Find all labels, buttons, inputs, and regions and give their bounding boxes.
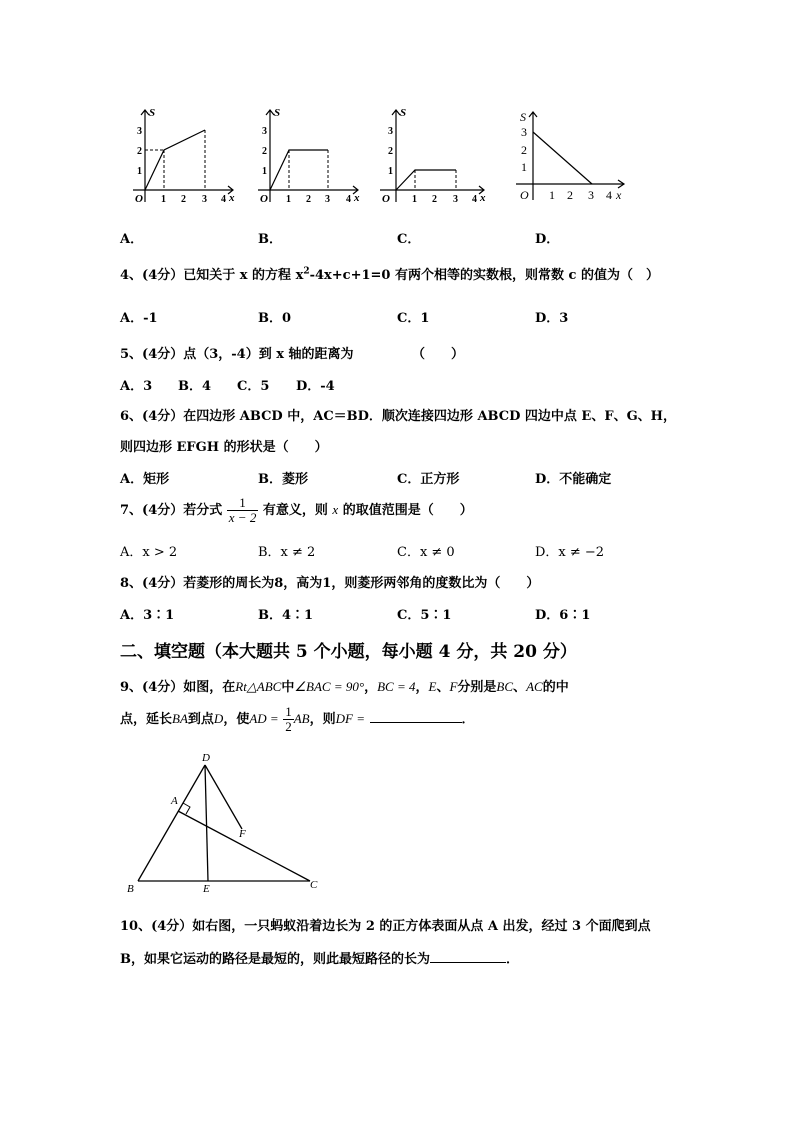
option-a[interactable]: A．3∶1 <box>120 608 175 623</box>
x-tick: 3 <box>453 194 458 205</box>
section-heading: 二、填空题（本大题共 5 个小题，每小题 4 分，共 20 分） <box>120 642 577 662</box>
point-label-f: F <box>239 828 246 840</box>
y-tick: 2 <box>388 146 393 157</box>
x-tick: 3 <box>202 194 207 205</box>
x-tick: 1 <box>286 194 291 205</box>
x-tick: 2 <box>567 188 573 202</box>
question-6-line-1: 6、(4分）在四边形 ABCD 中，AC＝BD．顺次连接四边形 ABCD 四边中点 E、F、G、H， <box>120 409 676 424</box>
x-axis-label: x <box>616 188 622 202</box>
q9-text: 9、(4分）如图，在 <box>120 680 236 695</box>
question-10-line-2 <box>120 948 519 967</box>
q7-stem-mid: 有意义，则 <box>262 503 328 518</box>
option-a[interactable]: A．x > 2 <box>120 545 178 560</box>
q9-text: 中 <box>281 680 295 695</box>
option-b[interactable]: B．4∶1 <box>258 608 314 623</box>
option-a[interactable]: A．3 <box>120 379 153 394</box>
option-d[interactable]: D．6∶1 <box>535 608 591 623</box>
q3-graph-b <box>250 104 368 206</box>
option-c[interactable]: C．5 <box>237 379 270 394</box>
option-a[interactable]: A．矩形 <box>120 472 170 487</box>
y-tick: 1 <box>137 166 142 177</box>
q7-fraction <box>227 496 259 525</box>
point-label-e: E <box>203 883 210 895</box>
q9-text: ，则 <box>309 712 336 727</box>
option-b[interactable]: B．菱形 <box>258 472 308 487</box>
q9-math: BC = 4 <box>377 679 416 694</box>
x-axis-label: x <box>480 192 486 204</box>
q9-math: Rt△ABC <box>235 679 282 694</box>
q7-stem-post: 的取值范围是（ ） <box>342 503 473 518</box>
x-tick: 4 <box>606 188 612 202</box>
question-6-line-2: 则四边形 EFGH 的形状是（ ） <box>120 440 328 455</box>
question-10-line-1: 10、(4分）如右图，一只蚂蚁沿着边长为 2 的正方体表面从点 A 出发，经过 3 个面爬到点 <box>120 919 651 934</box>
q7-variable: x <box>332 502 339 517</box>
q9-text: 、 <box>513 680 527 695</box>
option-b[interactable]: B．x ≠ 2 <box>258 545 316 560</box>
question-5-stem: 5、(4分）点（3，-4）到 x 轴的距离为 （ ） <box>120 347 465 362</box>
q4-superscript: 2 <box>303 266 310 277</box>
q9-text: ，使 <box>223 712 250 727</box>
x-tick: 4 <box>346 194 351 205</box>
q10-text: ． <box>506 952 520 967</box>
y-tick: 3 <box>388 126 393 137</box>
fraction-numerator: 1 <box>285 704 292 719</box>
q3-graph-d <box>512 108 630 208</box>
option-a[interactable]: A．-1 <box>120 311 158 326</box>
point-label-a: A <box>171 795 178 807</box>
q9-math: E <box>428 679 437 694</box>
q9-text: ． <box>461 712 475 727</box>
option-c[interactable]: C．正方形 <box>397 472 460 487</box>
y-tick: 1 <box>521 160 527 174</box>
y-tick: 2 <box>262 146 267 157</box>
question-7-stem <box>120 493 473 528</box>
point-label-b: B <box>127 883 134 895</box>
origin-label: O <box>520 188 529 202</box>
y-axis-label: S <box>520 110 526 124</box>
y-axis-label: S <box>274 107 281 119</box>
q9-text: ， <box>415 680 429 695</box>
q3-graph-a <box>125 104 243 206</box>
option-d[interactable]: D． <box>535 232 560 247</box>
option-d[interactable]: D．x ≠ −2 <box>535 545 605 560</box>
x-axis-label: x <box>354 192 360 204</box>
q3-graph-c <box>376 104 494 206</box>
option-b[interactable]: B．4 <box>178 379 212 394</box>
x-axis-label: x <box>229 192 235 204</box>
q9-math: BC <box>496 679 514 694</box>
x-tick: 1 <box>549 188 555 202</box>
fraction-denominator: 2 <box>285 719 292 734</box>
q9-text: 到点 <box>187 712 214 727</box>
q9-math: D <box>213 711 224 726</box>
point-label-c: C <box>310 879 318 891</box>
q9-text: 分别是 <box>457 680 497 695</box>
option-c[interactable]: C．5∶1 <box>397 608 452 623</box>
question-9-line-1 <box>120 676 569 695</box>
q4-stem-post: -4x+c+1=0 有两个相等的实数根，则常数 c 的值为（ ） <box>309 268 659 283</box>
option-d[interactable]: D．不能确定 <box>535 472 612 487</box>
x-tick: 2 <box>181 194 186 205</box>
q9-text: 、 <box>436 680 450 695</box>
q9-math: AD = <box>249 711 279 726</box>
x-tick: 1 <box>161 194 166 205</box>
origin-label: O <box>135 193 143 205</box>
x-tick: 3 <box>325 194 330 205</box>
question-9-line-2 <box>120 702 475 737</box>
fraction-numerator: 1 <box>227 496 259 511</box>
q9-math: AB <box>293 711 310 726</box>
option-d[interactable]: D．-4 <box>296 379 335 394</box>
option-a[interactable]: A． <box>120 232 144 247</box>
y-tick: 2 <box>137 146 142 157</box>
q9-text: 的中 <box>542 680 569 695</box>
point-label-d: D <box>202 752 210 764</box>
y-tick: 3 <box>137 126 142 137</box>
q9-text: ， <box>364 680 378 695</box>
fraction-denominator: x − 2 <box>228 510 257 525</box>
origin-label: O <box>260 193 268 205</box>
answer-blank[interactable] <box>370 708 462 723</box>
q7-stem-pre: 7、(4分）若分式 <box>120 503 223 518</box>
origin-label: O <box>382 193 390 205</box>
q10-text: B，如果它运动的路径是最短的，则此最短路径的长为 <box>120 952 430 967</box>
question-4-stem <box>120 264 659 283</box>
q9-math: AC <box>526 679 543 694</box>
y-tick: 1 <box>262 166 267 177</box>
q9-triangle-figure <box>120 748 330 896</box>
q9-text: 点，延长 <box>120 712 173 727</box>
q9-math: BA <box>172 711 188 726</box>
x-tick: 1 <box>412 194 417 205</box>
option-c[interactable]: C．1 <box>397 311 430 326</box>
option-b[interactable]: B．0 <box>258 311 292 326</box>
y-axis-label: S <box>149 107 156 119</box>
x-tick: 2 <box>306 194 311 205</box>
y-tick: 3 <box>262 126 267 137</box>
option-d[interactable]: D．3 <box>535 311 569 326</box>
y-tick: 1 <box>388 166 393 177</box>
q9-math: DF = <box>335 711 365 726</box>
option-c[interactable]: C． <box>397 232 421 247</box>
q9-math: F <box>449 679 458 694</box>
q4-stem-pre: 4、(4分）已知关于 x 的方程 x <box>120 268 304 283</box>
y-axis-label: S <box>400 107 407 119</box>
x-tick: 4 <box>221 194 226 205</box>
y-tick: 2 <box>521 143 527 157</box>
answer-blank[interactable] <box>430 948 506 963</box>
q9-math: ∠BAC = 90° <box>294 679 365 694</box>
option-b[interactable]: B． <box>258 232 282 247</box>
y-tick: 3 <box>521 125 527 139</box>
q9-fraction <box>283 705 294 734</box>
x-tick: 4 <box>472 194 477 205</box>
question-8-stem: 8、(4分）若菱形的周长为8，高为1，则菱形两邻角的度数比为（ ） <box>120 576 540 591</box>
x-tick: 3 <box>588 188 594 202</box>
option-c[interactable]: C．x ≠ 0 <box>397 545 455 560</box>
x-tick: 2 <box>432 194 437 205</box>
